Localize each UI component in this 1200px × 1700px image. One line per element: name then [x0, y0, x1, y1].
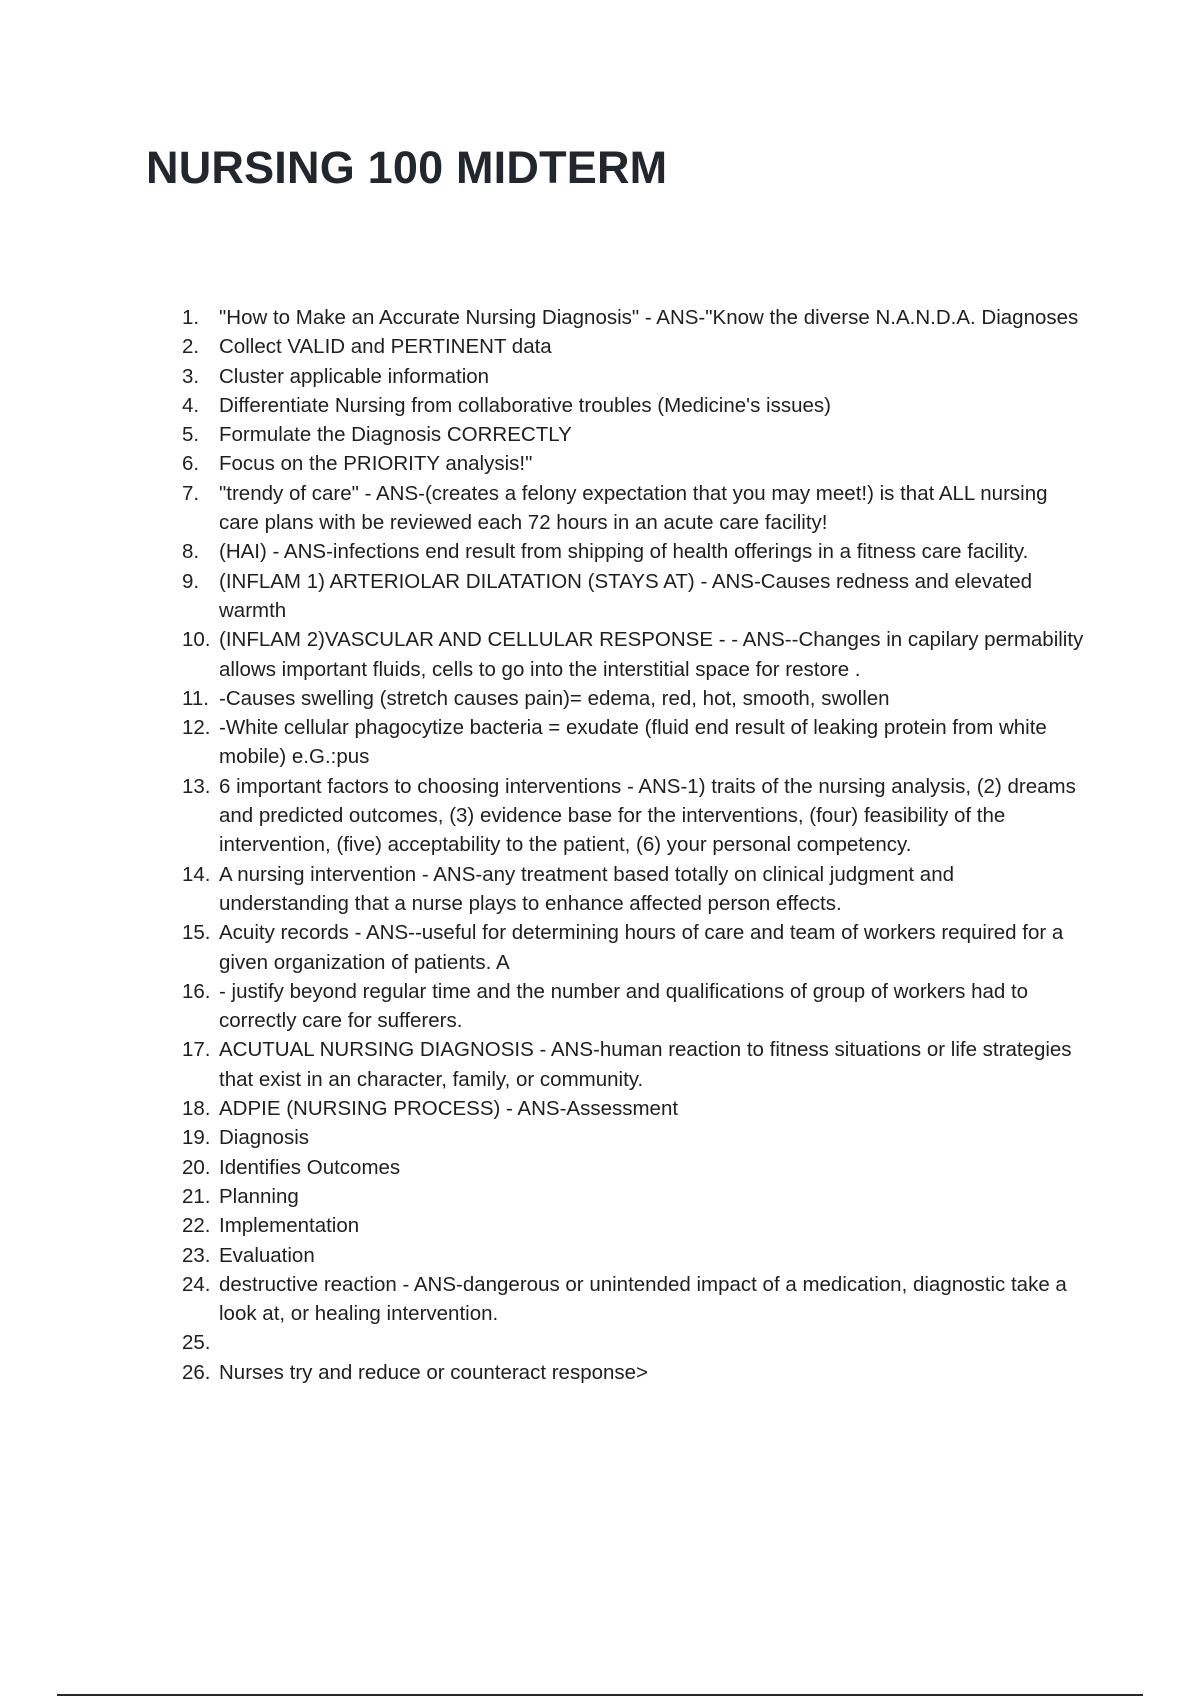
list-item	[182, 772, 1087, 860]
list-item	[182, 567, 1087, 626]
list-item	[182, 1241, 1087, 1270]
list-item-text: Implementation	[219, 1214, 360, 1238]
list-item-number: 24.	[182, 1272, 211, 1296]
list-item-number: 18.	[182, 1097, 211, 1121]
list-item-text: 6 important factors to choosing interventions - ANS-1) traits of the nursing analysis, (2) dreams and predicted outcomes, (3) evidence base for the interventions, (four) feasibility of the intervention, (five) acceptability to the patient, (6) your personal competency.	[219, 774, 1076, 857]
list-item	[182, 625, 1087, 684]
list-item-text: destructive reaction - ANS-dangerous or unintended impact of a medication, diagnostic take a look at, or healing intervention.	[219, 1272, 1067, 1326]
numbered-list	[182, 303, 1087, 1387]
list-item	[182, 1211, 1087, 1240]
list-item-text: Identifies Outcomes	[219, 1155, 401, 1179]
list-item	[182, 1153, 1087, 1182]
list-item-text: Planning	[219, 1184, 299, 1208]
list-item-number: 16.	[182, 979, 211, 1003]
list-item-text: -White cellular phagocytize bacteria = exudate (fluid end result of leaking protein from white mobile) e.G.:pus	[219, 716, 1047, 769]
document-title: NURSING 100 MIDTERM	[146, 142, 668, 193]
list-item-text: A nursing intervention - ANS-any treatment based totally on clinical judgment and understanding that a nurse plays to enhance affected person effects.	[219, 862, 954, 915]
list-item-number: 2.	[182, 335, 200, 359]
list-item	[182, 1328, 1087, 1357]
list-item-text: -Causes swelling (stretch causes pain)= edema, red, hot, smooth, swollen	[219, 686, 890, 710]
list-item-number: 10.	[182, 628, 211, 652]
list-item-number: 7.	[182, 481, 200, 505]
list-item-text: Differentiate Nursing from collaborative troubles (Medicine's issues)	[219, 393, 831, 417]
list-item	[182, 860, 1087, 919]
list-item-text: Collect VALID and PERTINENT data	[219, 335, 552, 359]
list-item-text: Formulate the Diagnosis CORRECTLY	[219, 423, 572, 447]
list-item-text: (INFLAM 2)VASCULAR AND CELLULAR RESPONSE - - ANS--Changes in capilary permability allows important fluids, cells to go into the interstitial space for restore .	[219, 628, 1084, 681]
list-item-number: 5.	[182, 423, 200, 447]
list-item-number: 21.	[182, 1184, 211, 1208]
list-item-text: ADPIE (NURSING PROCESS) - ANS-Assessment	[219, 1097, 679, 1121]
list-item	[182, 713, 1087, 772]
list-item-text: Cluster applicable information	[219, 364, 490, 388]
list-item-number: 20.	[182, 1155, 211, 1179]
list-item-number: 25.	[182, 1331, 211, 1355]
list-item-number: 17.	[182, 1038, 211, 1062]
list-item-number: 9.	[182, 569, 200, 593]
list-item-number: 23.	[182, 1243, 211, 1267]
list-item	[182, 537, 1087, 566]
list-item	[182, 1094, 1087, 1123]
list-item	[182, 449, 1087, 478]
list-item-text: Acuity records - ANS--useful for determining hours of care and team of workers required for a given organization of patients. A	[219, 921, 1064, 974]
list-item	[182, 391, 1087, 420]
list-item	[182, 420, 1087, 449]
list-item	[182, 1358, 1087, 1387]
list-item-text: "trendy of care" - ANS-(creates a felony expectation that you may meet!) is that ALL nursing care plans with be reviewed each 72 hours in an acute care facility!	[219, 481, 1048, 535]
list-item-number: 19.	[182, 1126, 211, 1150]
bottom-divider	[57, 1694, 1143, 1696]
list-item	[182, 1182, 1087, 1211]
list-item-text: Diagnosis	[219, 1126, 310, 1150]
list-item-number: 15.	[182, 921, 211, 945]
list-item	[182, 303, 1087, 332]
list-item-number: 3.	[182, 364, 200, 388]
list-item	[182, 479, 1087, 538]
list-item	[182, 1123, 1087, 1152]
list-item-text: (HAI) - ANS-infections end result from shipping of health offerings in a fitness care facility.	[219, 540, 1029, 564]
list-item-number: 6.	[182, 452, 200, 476]
list-item	[182, 332, 1087, 361]
list-item-number: 8.	[182, 540, 200, 564]
list-item-number: 14.	[182, 862, 211, 886]
list-item-text: (INFLAM 1) ARTERIOLAR DILATATION (STAYS AT) - ANS-Causes redness and elevated warmth	[219, 569, 1033, 622]
list-item-text: Nurses try and reduce or counteract response>	[219, 1360, 649, 1384]
list-item-text: Focus on the PRIORITY analysis!"	[219, 452, 533, 476]
list-item-number: 12.	[182, 716, 211, 740]
list-item-number: 13.	[182, 774, 211, 798]
list-item-text: - justify beyond regular time and the number and qualifications of group of workers had to correctly care for sufferers.	[219, 979, 1029, 1033]
list-item-number: 26.	[182, 1360, 211, 1384]
list-item	[182, 977, 1087, 1036]
list-item-text: ACUTUAL NURSING DIAGNOSIS - ANS-human reaction to fitness situations or life strategies that exist in an character, family, or community.	[219, 1038, 1072, 1091]
list-item-number: 11.	[182, 686, 209, 710]
list-item	[182, 1270, 1087, 1329]
list-item-number: 1.	[182, 306, 200, 329]
list-item-number: 4.	[182, 393, 200, 417]
list-item-text	[219, 1328, 1087, 1357]
list-item	[182, 684, 1087, 713]
list-item-text: "How to Make an Accurate Nursing Diagnosis" - ANS-"Know the diverse N.A.N.D.A. Diagnoses	[219, 306, 1079, 329]
list-item	[182, 1035, 1087, 1094]
list-item-text: Evaluation	[219, 1243, 315, 1267]
list-item	[182, 362, 1087, 391]
list-item-number: 22.	[182, 1214, 211, 1238]
list-item	[182, 918, 1087, 977]
